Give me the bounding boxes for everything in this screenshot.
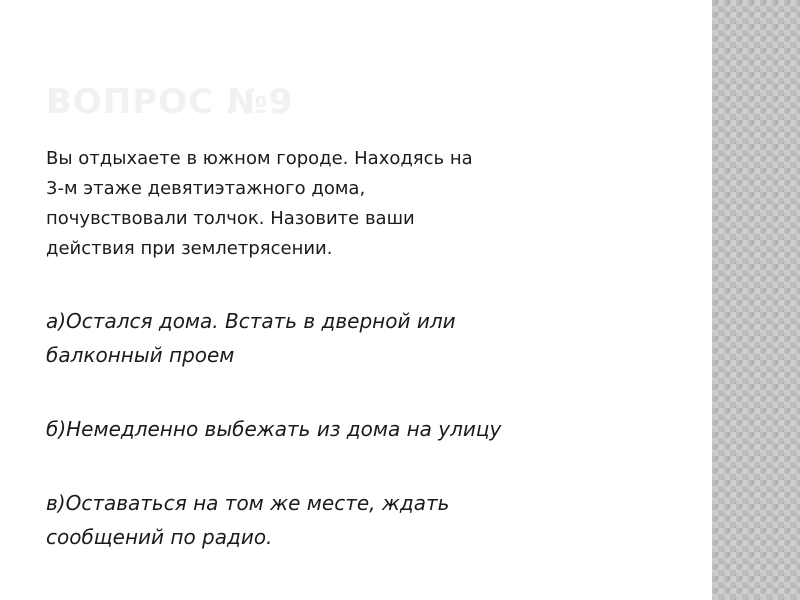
question-line: почувствовали толчок. Назовите ваши xyxy=(46,208,415,229)
question-line: действия при землетрясении. xyxy=(46,238,333,259)
question-text xyxy=(46,144,686,264)
question-line: 3-м этаже девятиэтажного дома, xyxy=(46,178,366,199)
answer-line: сообщений по радио. xyxy=(46,525,273,549)
decorative-side-pattern xyxy=(712,0,800,600)
answer-line: в)Оставаться на том же месте, ждать xyxy=(46,491,450,515)
slide-title: ВОПРОС №9 xyxy=(46,82,294,122)
answer-options xyxy=(46,304,686,554)
slide-content xyxy=(46,144,686,594)
answer-line: балконный проем xyxy=(46,343,235,367)
answer-option-b xyxy=(46,412,686,446)
answer-line: б)Немедленно выбежать из дома на улицу xyxy=(46,417,502,441)
answer-option-c xyxy=(46,486,686,554)
answer-line: а)Остался дома. Встать в дверной или xyxy=(46,309,456,333)
question-line: Вы отдыхаете в южном городе. Находясь на xyxy=(46,148,473,169)
answer-option-a xyxy=(46,304,686,372)
